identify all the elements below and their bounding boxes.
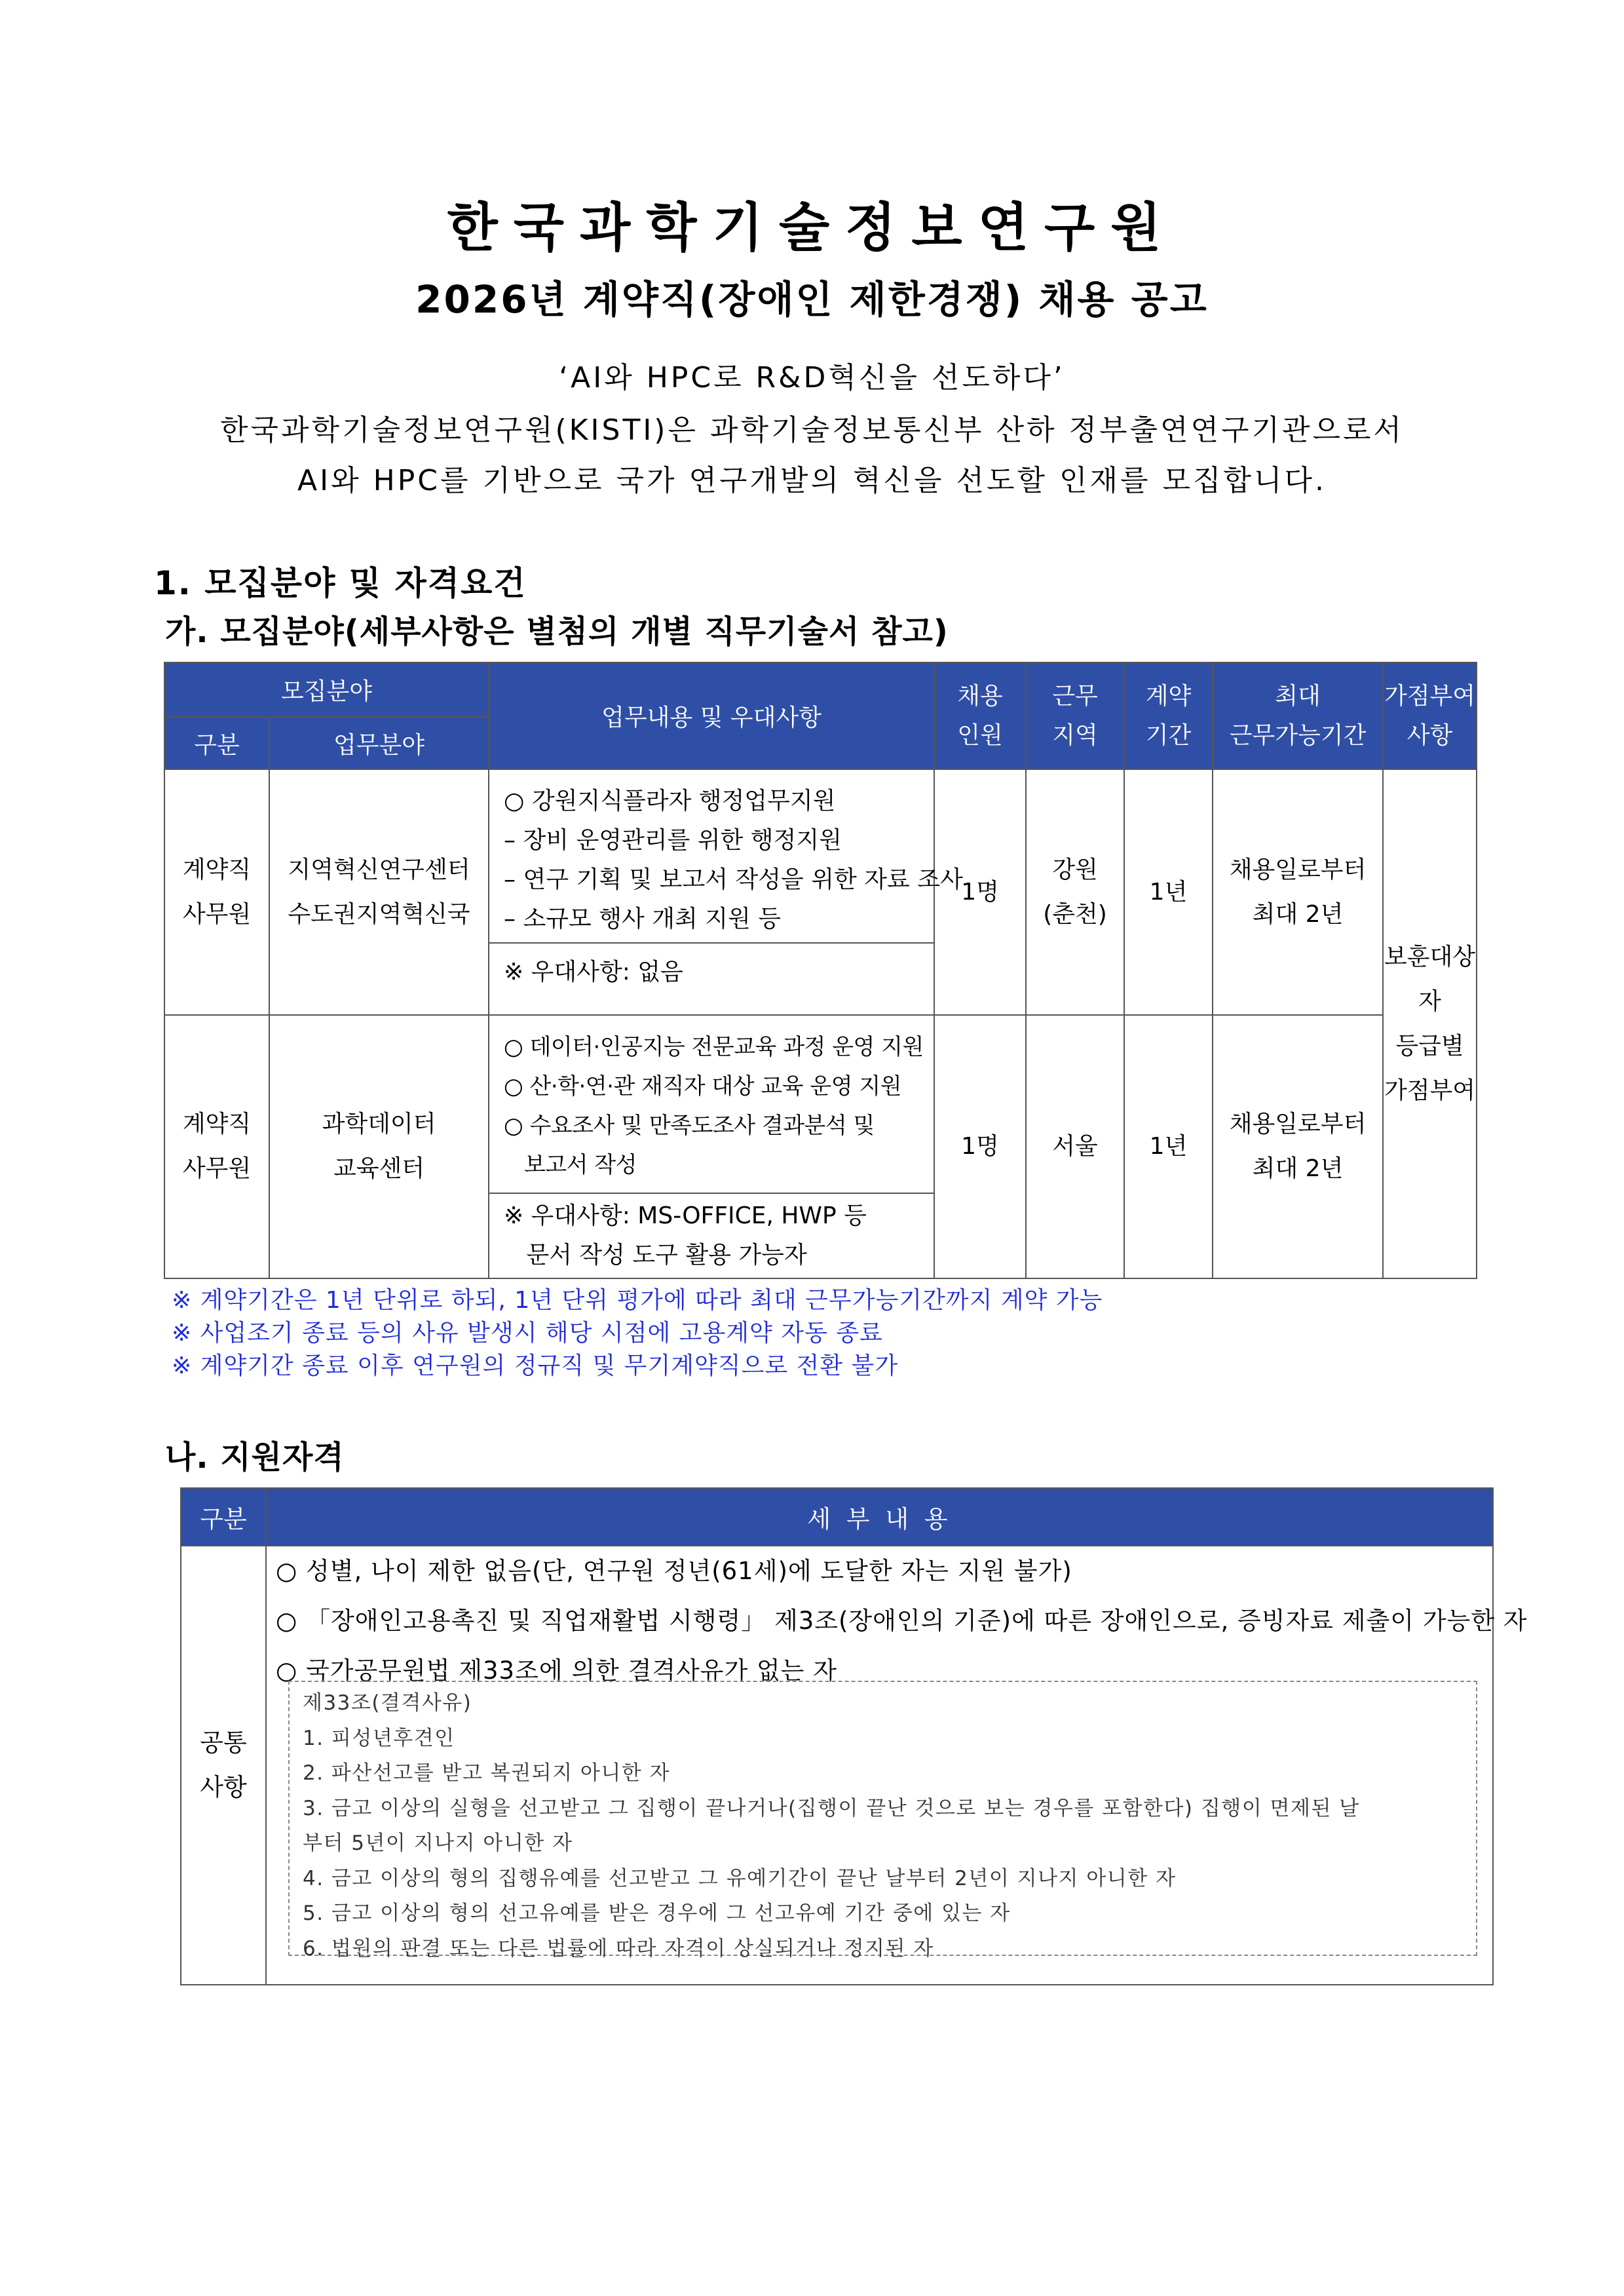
note-3: ※ 계약기간 종료 이후 연구원의 정규직 및 무기계약직으로 전환 불가 — [172, 1352, 899, 1379]
row1-max-period: 채용일로부터 최대 2년 — [1213, 769, 1383, 1015]
bonus-cell: 보훈대상자 등급별 가점부여 — [1383, 769, 1477, 1278]
header-max-period: 최대 근무가능기간 — [1213, 662, 1383, 769]
header-category: 구분 — [164, 717, 269, 769]
row1-work-area: 지역혁신연구센터 수도권지역혁신국 — [269, 769, 489, 1015]
section-heading-1b: 나. 지원자격 — [165, 1439, 345, 1476]
header-work-area: 업무분야 — [269, 717, 489, 769]
eligibility-item: ○ 「장애인고용촉진 및 직업재활법 시행령」 제3조(장애인의 기준)에 따른 장애인으로, 증빙자료 제출이 가능한 자 — [276, 1607, 1528, 1635]
row2-hires: 1명 — [934, 1015, 1026, 1278]
disqualification-box — [288, 1681, 1477, 1961]
eligibility-header-details: 세 부 내 용 — [266, 1488, 1493, 1546]
section-heading-1: 1. 모집분야 및 자격요건 — [154, 564, 527, 602]
recruitment-table — [164, 662, 1477, 1279]
eligibility-item: ○ 국가공무원법 제33조에 의한 결격사유가 없는 자 — [276, 1656, 838, 1685]
eligibility-item: ○ 성별, 나이 제한 없음(단, 연구원 정년(61세)에 도달한 자는 지원 불가) — [276, 1557, 1072, 1585]
row2-duties: ○ 데이터·인공지능 전문교육 과정 운영 지원 ○ 산·학·연·관 재직자 대상 교육 운영 지원 ○ 수요조사 및 만족도조사 결과분석 및 보고서 작성 — [489, 1015, 934, 1193]
row2-category: 계약직 사무원 — [164, 1015, 269, 1278]
header-field: 모집분야 — [164, 662, 489, 717]
header-duties: 업무내용 및 우대사항 — [489, 662, 934, 769]
row2-work-area: 과학데이터 교육센터 — [269, 1015, 489, 1278]
header-contract: 계약 기간 — [1124, 662, 1213, 769]
eligibility-header-category: 구분 — [181, 1488, 266, 1546]
row1-category: 계약직 사무원 — [164, 769, 269, 1015]
row1-preference: ※ 우대사항: 없음 — [489, 943, 934, 1015]
document-subtitle: 2026년 계약직(장애인 제한경쟁) 채용 공고 — [415, 277, 1209, 322]
header-bonus: 가점부여 사항 — [1383, 662, 1477, 769]
intro-line-2: AI와 HPC를 기반으로 국가 연구개발의 혁신을 선도할 인재를 모집합니다. — [297, 464, 1327, 497]
box-line: 4. 금고 이상의 형의 집행유예를 선고받고 그 유예기간이 끝난 날부터 2년이 지나지 아니한 자 — [303, 1866, 1177, 1890]
eligibility-category: 공통 사항 — [181, 1546, 266, 1985]
row1-duties: ○ 강원지식플라자 행정업무지원 – 장비 운영관리를 위한 행정지원 – 연구 기획 및 보고서 작성을 위한 자료 조사 – 소규모 행사 개최 지원 등 — [489, 769, 934, 943]
note-1: ※ 계약기간은 1년 단위로 하되, 1년 단위 평가에 따라 최대 근무가능기간까지 계약 가능 — [172, 1287, 1103, 1314]
box-line: 1. 피성년후견인 — [303, 1726, 455, 1750]
header-location: 근무 지역 — [1026, 662, 1124, 769]
row2-contract: 1년 — [1124, 1015, 1213, 1278]
header-hires: 채용 인원 — [934, 662, 1026, 769]
row1-location: 강원 (춘천) — [1026, 769, 1124, 1015]
row2-max-period: 채용일로부터 최대 2년 — [1213, 1015, 1383, 1278]
row2-location: 서울 — [1026, 1015, 1124, 1278]
note-2: ※ 사업조기 종료 등의 사유 발생시 해당 시점에 고용계약 자동 종료 — [172, 1320, 883, 1347]
box-line: 3. 금고 이상의 실형을 선고받고 그 집행이 끝나거나(집행이 끝난 것으로 보는 경우를 포함한다) 집행이 면제된 날 — [303, 1796, 1360, 1820]
box-line: 6. 법원의 판결 또는 다른 법률에 따라 자격이 상실되거나 정지된 자 — [303, 1936, 934, 1961]
box-line: 5. 금고 이상의 형의 선고유예를 받은 경우에 그 선고유예 기간 중에 있는 자 — [303, 1902, 1011, 1925]
document-title: 한국과학기술정보연구원 — [447, 197, 1177, 258]
intro-line-1: 한국과학기술정보연구원(KISTI)은 과학기술정보통신부 산하 정부출연연구기관으로서 — [219, 413, 1405, 447]
intro-slogan: ‘AI와 HPC로 R&D혁신을 선도하다’ — [559, 361, 1065, 394]
row1-hires: 1명 — [934, 769, 1026, 1015]
row1-contract: 1년 — [1124, 769, 1213, 1015]
box-title: 제33조(결격사유) — [303, 1691, 472, 1715]
box-line: 2. 파산선고를 받고 복권되지 아니한 자 — [303, 1761, 671, 1785]
box-line: 부터 5년이 지나지 아니한 자 — [303, 1831, 573, 1855]
section-heading-1a: 가. 모집분야(세부사항은 별첨의 개별 직무기술서 참고) — [165, 613, 949, 650]
row2-preference: ※ 우대사항: MS-OFFICE, HWP 등 문서 작성 도구 활용 가능자 — [489, 1193, 934, 1278]
